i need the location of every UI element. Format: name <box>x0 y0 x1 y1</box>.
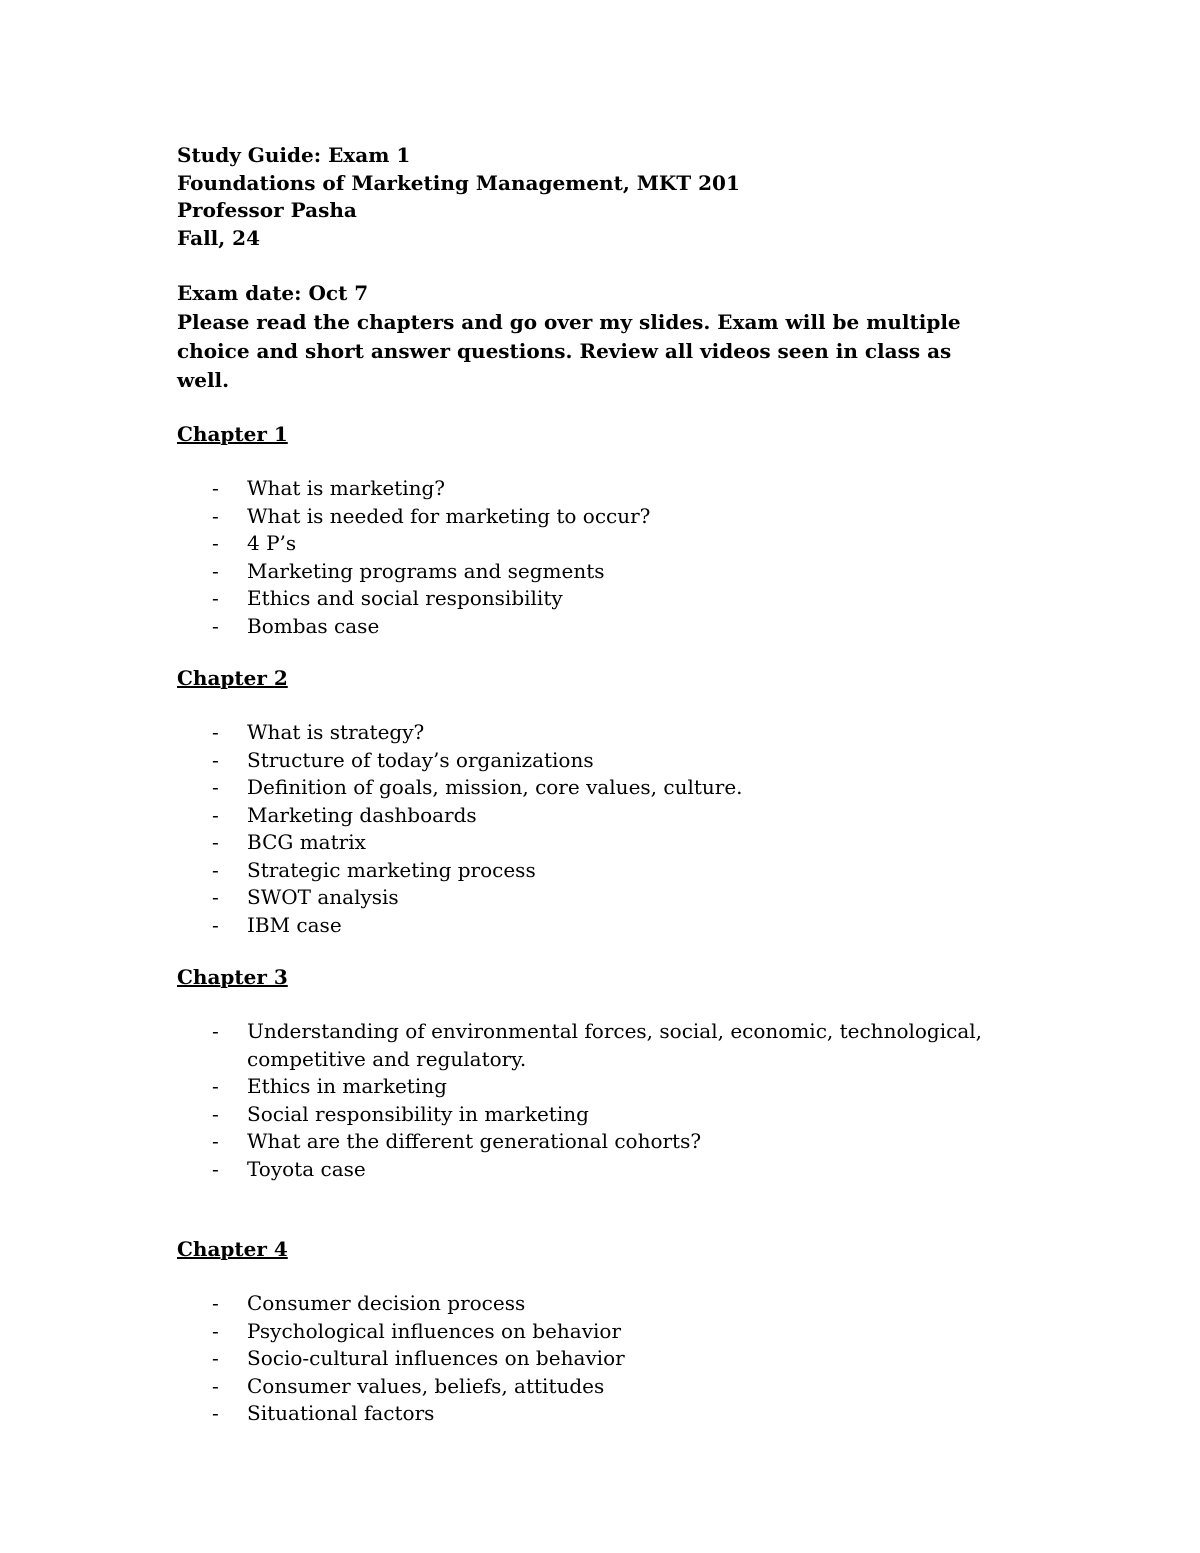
list-item <box>177 1400 1037 1428</box>
list-item <box>177 1345 1037 1373</box>
exam-note: Please read the chapters and go over my slides. Exam will be multiple choice and short answer questions. Review all videos seen in class as well. <box>177 310 961 392</box>
topic-text: Consumer values, beliefs, attitudes <box>247 1373 605 1398</box>
topic-text: What is needed for marketing to occur? <box>247 503 651 528</box>
document-header <box>177 142 1037 252</box>
list-item <box>177 475 1037 503</box>
bullet-dash: - <box>212 558 219 583</box>
bullet-dash: - <box>212 476 219 500</box>
chapter-topic-list <box>177 1018 1037 1183</box>
topic-text: IBM case <box>247 912 342 937</box>
course-name: Foundations of Marketing Management, MKT 201 <box>177 170 740 195</box>
list-item <box>177 558 1037 586</box>
topic-text: Structure of today’s organizations <box>247 747 594 772</box>
bullet-dash: - <box>212 1129 219 1153</box>
list-item <box>177 585 1037 613</box>
chapter-section-3 <box>177 964 1037 1183</box>
chapter-section-1 <box>177 421 1037 640</box>
list-item <box>177 1101 1037 1129</box>
list-item <box>177 857 1037 885</box>
chapter-topic-list <box>177 719 1037 939</box>
term: Fall, 24 <box>177 225 261 250</box>
bullet-dash: - <box>212 885 219 909</box>
topic-text: Socio-cultural influences on behavior <box>247 1346 625 1370</box>
list-item <box>177 613 1037 641</box>
topic-text: 4 P’s <box>247 531 297 555</box>
bullet-dash: - <box>212 1019 219 1043</box>
bullet-dash: - <box>212 586 219 610</box>
chapter-heading: Chapter 1 <box>177 422 288 446</box>
document-page <box>177 142 1037 1428</box>
chapter-section-2 <box>177 665 1037 939</box>
topic-text: BCG matrix <box>247 830 366 854</box>
topic-text: What is marketing? <box>247 476 446 500</box>
bullet-dash: - <box>212 1373 219 1398</box>
bullet-dash: - <box>212 830 219 854</box>
topic-text: Social responsibility in marketing <box>247 1101 589 1126</box>
topic-text: Understanding of environmental forces, social, economic, technological, competitive and regulatory. <box>247 1019 982 1071</box>
topic-text: What are the different generational cohorts? <box>247 1129 702 1153</box>
topic-text: SWOT analysis <box>247 885 399 909</box>
list-item <box>177 802 1037 830</box>
bullet-dash: - <box>212 613 219 638</box>
bullet-dash: - <box>212 531 219 555</box>
list-item <box>177 1128 1037 1156</box>
list-item <box>177 719 1037 747</box>
topic-text: Situational factors <box>247 1401 435 1425</box>
topic-text: Ethics and social responsibility <box>247 586 563 610</box>
chapter-heading: Chapter 3 <box>177 965 288 989</box>
bullet-dash: - <box>212 912 219 937</box>
topic-text: Bombas case <box>247 613 380 638</box>
topic-text: Marketing programs and segments <box>247 558 605 583</box>
bullet-dash: - <box>212 1291 219 1315</box>
list-item <box>177 747 1037 775</box>
chapter-heading: Chapter 4 <box>177 1237 288 1261</box>
bullet-dash: - <box>212 857 219 882</box>
list-item <box>177 1018 1037 1073</box>
spacer <box>177 252 1037 279</box>
list-item <box>177 503 1037 531</box>
topic-text: Definition of goals, mission, core values, culture. <box>247 775 743 799</box>
bullet-dash: - <box>212 747 219 772</box>
bullet-dash: - <box>212 775 219 799</box>
bullet-dash: - <box>212 720 219 744</box>
list-item <box>177 912 1037 940</box>
chapter-topic-list <box>177 1290 1037 1428</box>
professor-name: Professor Pasha <box>177 198 357 222</box>
list-item <box>177 1373 1037 1401</box>
bullet-dash: - <box>212 802 219 827</box>
exam-date: Exam date: Oct 7 <box>177 281 369 305</box>
topic-text: Toyota case <box>247 1156 366 1181</box>
topic-text: Strategic marketing process <box>247 857 536 882</box>
bullet-dash: - <box>212 1401 219 1425</box>
exam-instructions <box>177 279 1037 395</box>
bullet-dash: - <box>212 1346 219 1370</box>
chapter-topic-list <box>177 475 1037 640</box>
list-item <box>177 1318 1037 1346</box>
bullet-dash: - <box>212 1318 219 1343</box>
topic-text: Ethics in marketing <box>247 1074 447 1098</box>
chapter-section-4 <box>177 1236 1037 1428</box>
bullet-dash: - <box>212 1074 219 1098</box>
list-item <box>177 1290 1037 1318</box>
topic-text: Psychological influences on behavior <box>247 1318 622 1343</box>
bullet-dash: - <box>212 1156 219 1181</box>
list-item <box>177 829 1037 857</box>
topic-text: Marketing dashboards <box>247 802 477 827</box>
list-item <box>177 1073 1037 1101</box>
list-item <box>177 884 1037 912</box>
topic-text: Consumer decision process <box>247 1291 526 1315</box>
topic-text: What is strategy? <box>247 720 425 744</box>
list-item <box>177 1156 1037 1184</box>
list-item <box>177 774 1037 802</box>
bullet-dash: - <box>212 503 219 528</box>
bullet-dash: - <box>212 1101 219 1126</box>
list-item <box>177 530 1037 558</box>
document-title: Study Guide: Exam 1 <box>177 143 411 167</box>
chapter-heading: Chapter 2 <box>177 666 288 690</box>
